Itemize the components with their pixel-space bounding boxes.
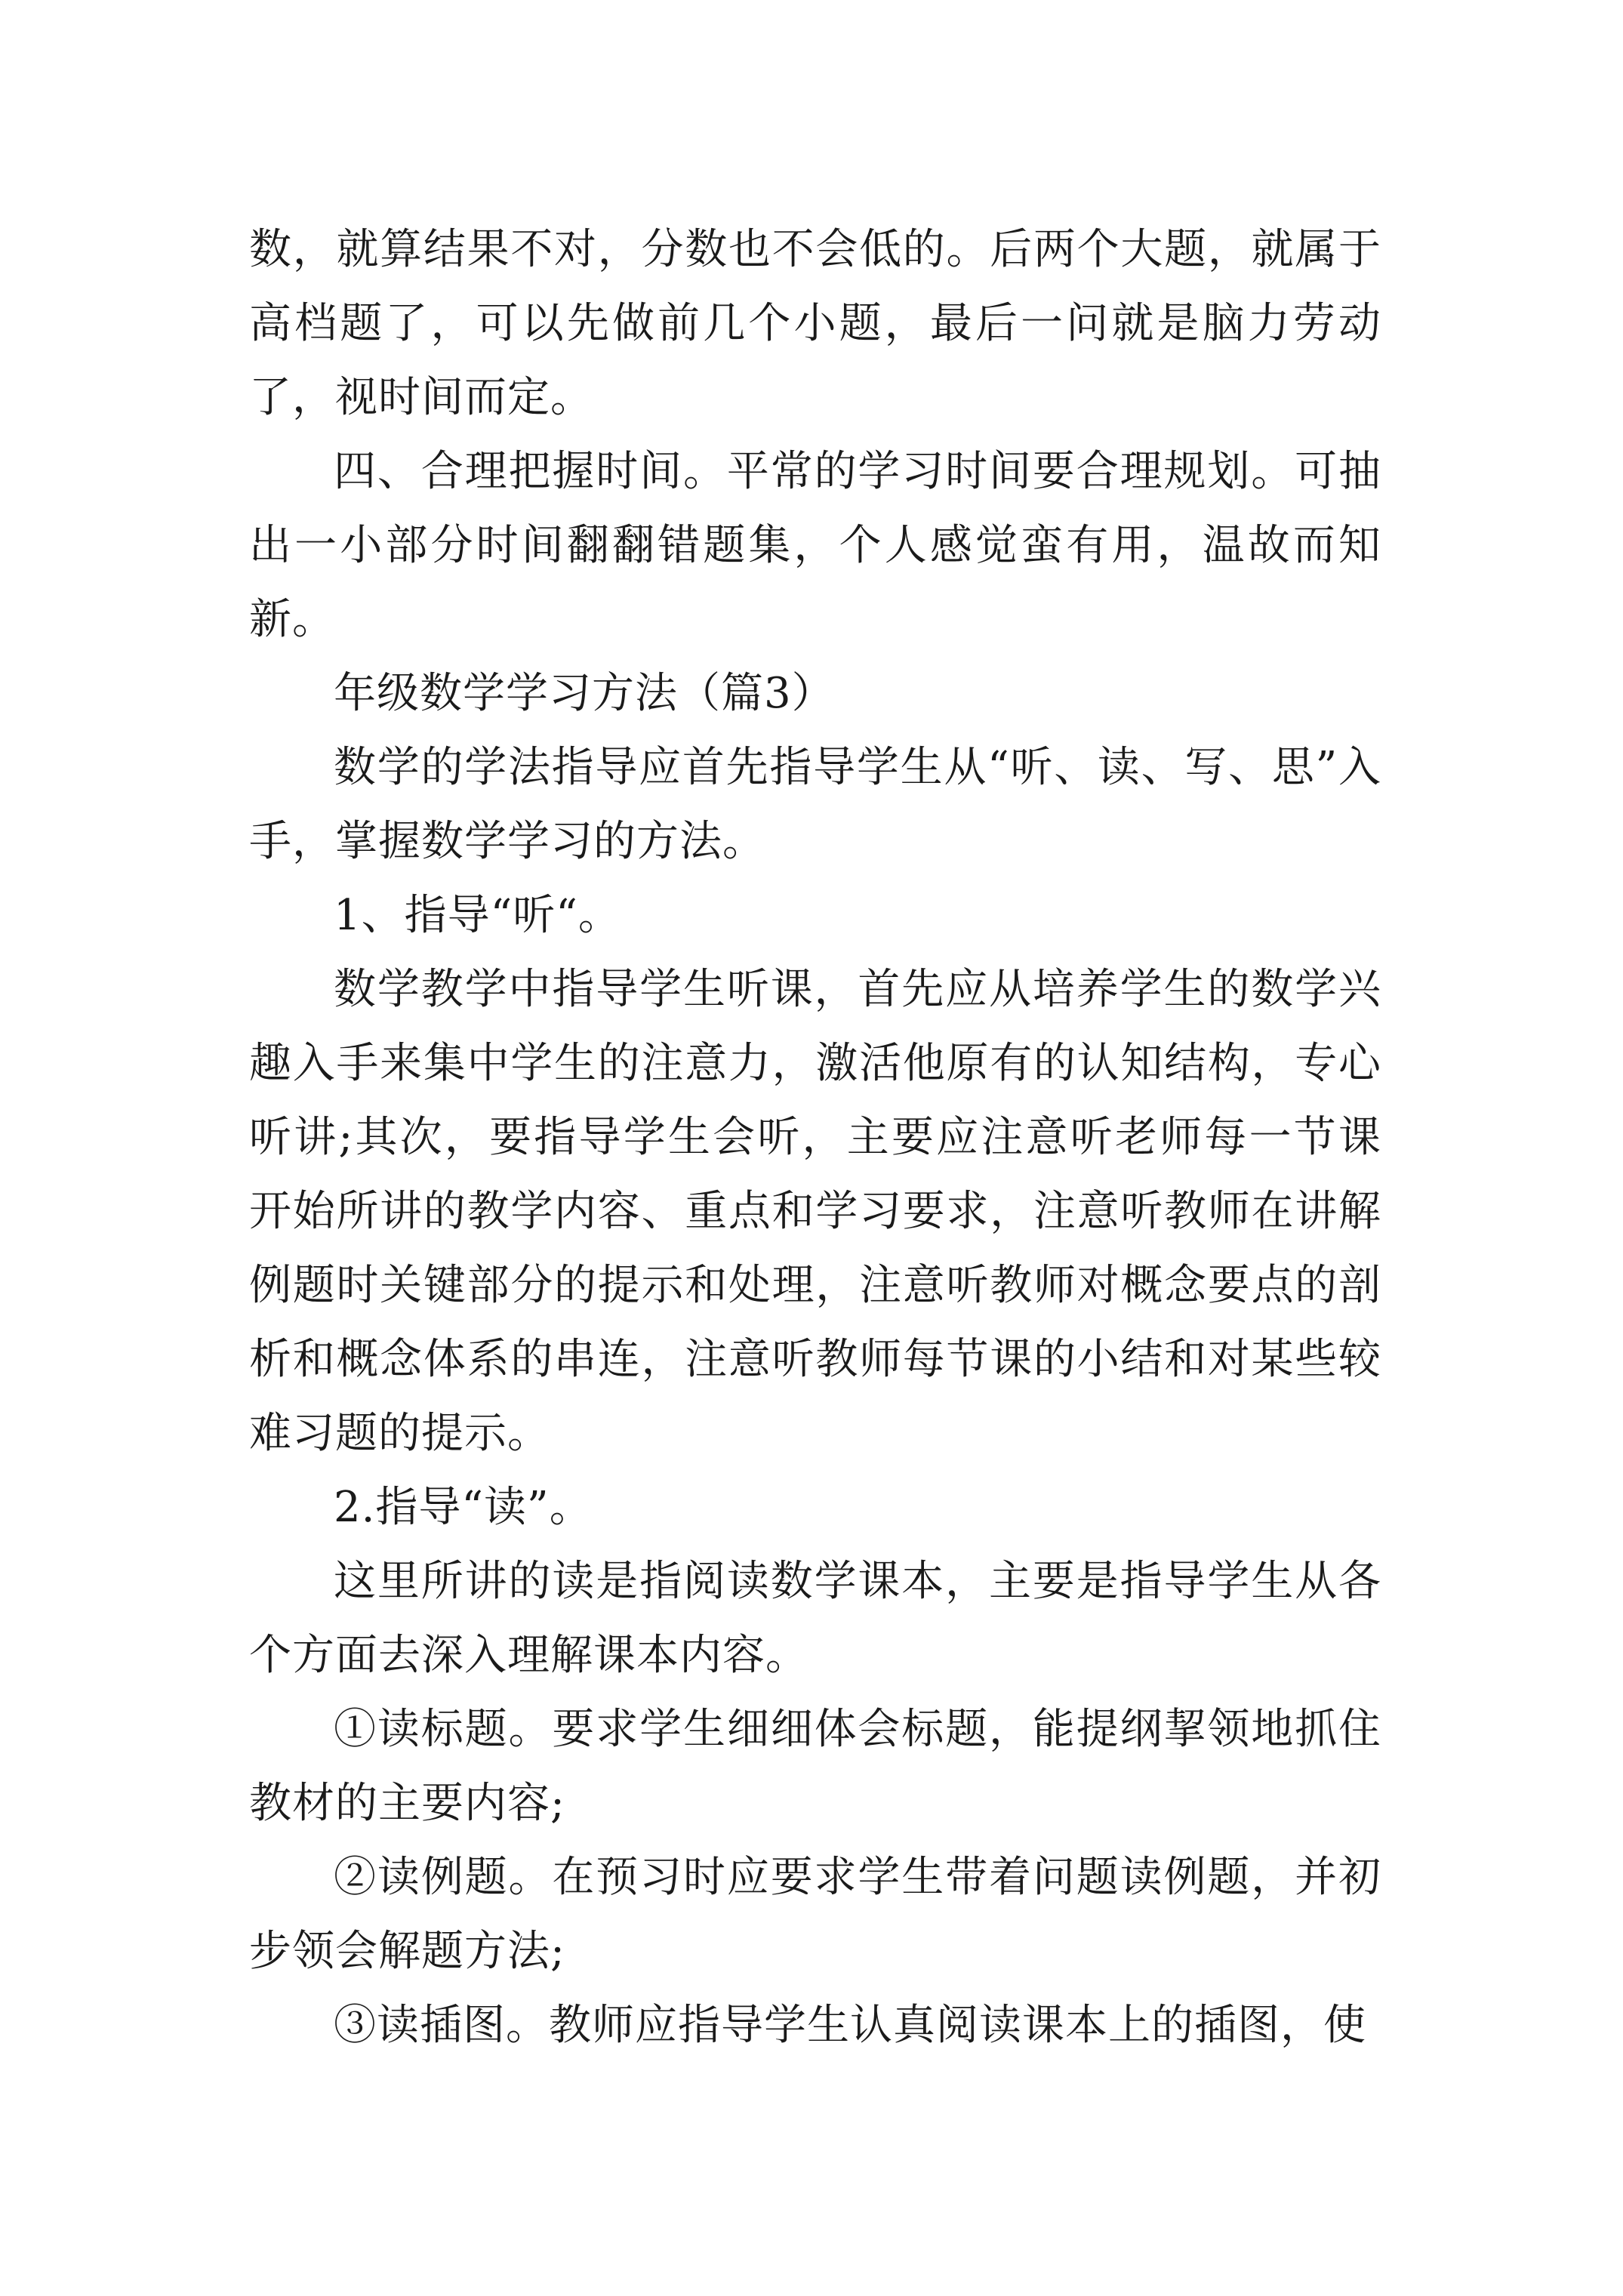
subheading-read: 2.指导“读”。 (334, 1483, 593, 1532)
section-heading: 年级数学学习方法（篇3） (334, 669, 835, 718)
paragraph-listen: 数学教学中指导学生听课，首先应从培养学生的数学兴趣入手来集中学生的注意力，激活他原有的认知结构，专心听讲;其次，要指导学生会听，主要应注意听老师每一节课开始所讲的教学内容、重点和学习要求，注意听教师在讲解例题时关键部分的提示和处理，注意听教师对概念要点的剖析和概念体系的串连，注意听教师每节课的小结和对某些较难习题的提示。 (249, 965, 1381, 1458)
list-item-read-examples: ②读例题。在预习时应要求学生带着问题读例题，并初步领会解题方法; (249, 1853, 1381, 1976)
subheading-listen: 1、指导“听“。 (334, 891, 621, 940)
document-body (249, 213, 1381, 2063)
list-item-read-illustrations: ③读插图。教师应指导学生认真阅读课本上的插图，使 (334, 2001, 1366, 2050)
paragraph-read: 这里所讲的读是指阅读数学课本，主要是指导学生从各个方面去深入理解课本内容。 (249, 1557, 1381, 1680)
paragraph-time-management: 四、合理把握时间。平常的学习时间要合理规划。可抽出一小部分时间翻翻错题集，个人感觉蛮有用，温故而知新。 (249, 447, 1381, 644)
paragraph-intro: 数学的学法指导应首先指导学生从“听、读、写、思”入手，掌握数学学习的方法。 (249, 743, 1381, 866)
list-item-read-title: ①读标题。要求学生细细体会标题，能提纲挈领地抓住教材的主要内容; (249, 1705, 1381, 1828)
paragraph-continued: 数，就算结果不对，分数也不会低的。后两个大题，就属于高档题了，可以先做前几个小题，最后一问就是脑力劳动了，视时间而定。 (249, 225, 1381, 422)
